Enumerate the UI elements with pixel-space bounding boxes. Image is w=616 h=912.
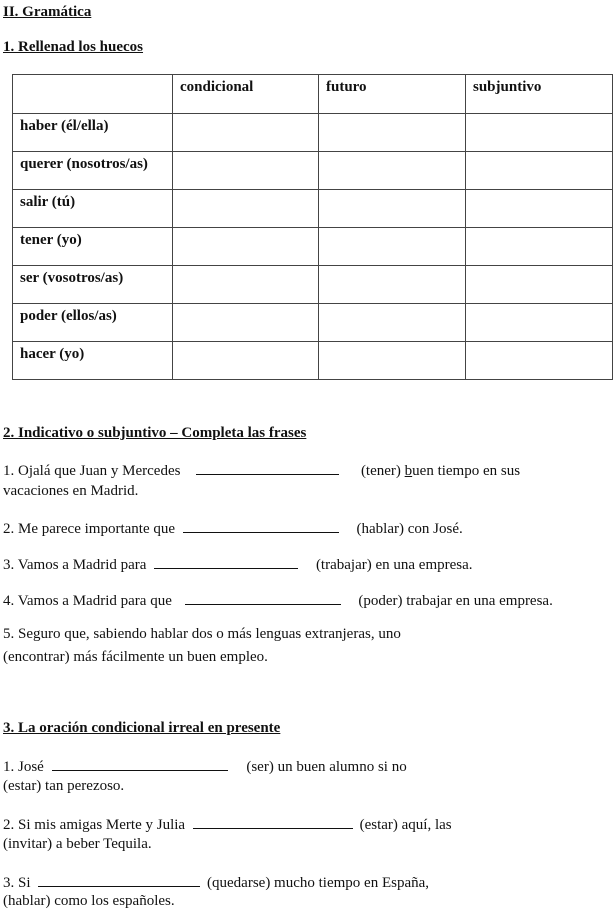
ex2-item-3: 3. Vamos a Madrid para (trabajar) en una empresa.: [3, 554, 473, 574]
ex3-item-3: 3. Si (quedarse) mucho tiempo en España,: [3, 872, 429, 892]
answer-cell[interactable]: [173, 152, 319, 190]
answer-cell[interactable]: [466, 114, 613, 152]
exercise3-title: 3. La oración condicional irreal en presente: [3, 720, 281, 736]
answer-cell[interactable]: [319, 266, 466, 304]
exercise1-title: 1. Rellenad los huecos: [3, 39, 144, 55]
answer-blank[interactable]: [52, 756, 228, 771]
ex2-item-1-line2: vacaciones en Madrid.: [3, 483, 139, 499]
answer-cell[interactable]: [173, 342, 319, 380]
table-row: [13, 304, 613, 342]
verb-cell: querer (nosotros/as): [13, 152, 173, 190]
answer-blank[interactable]: [154, 554, 298, 569]
ex3-item-2: 2. Si mis amigas Merte y Julia (estar) aquí, las: [3, 814, 452, 834]
answer-cell[interactable]: [466, 304, 613, 342]
answer-cell[interactable]: [466, 266, 613, 304]
ex3-item-2-line2: (invitar) a beber Tequila.: [3, 836, 152, 852]
ex2-item-5: 5. Seguro que, sabiendo hablar dos o más lenguas extranjeras, uno: [3, 626, 401, 642]
header-subjuntivo: subjuntivo: [466, 75, 613, 114]
conjugation-table: [12, 74, 613, 380]
table-row: [13, 114, 613, 152]
answer-cell[interactable]: [173, 266, 319, 304]
ex3-item-1: 1. José (ser) un buen alumno si no: [3, 756, 407, 776]
table-row: [13, 266, 613, 304]
verb-cell: poder (ellos/as): [13, 304, 173, 342]
ex2-item-2: 2. Me parece importante que (hablar) con José.: [3, 518, 463, 538]
answer-cell[interactable]: [319, 190, 466, 228]
table-header-row: [13, 75, 613, 114]
ex3-item-1-line2: (estar) tan perezoso.: [3, 778, 125, 794]
answer-cell[interactable]: [466, 228, 613, 266]
ex2-item-1: 1. Ojalá que Juan y Mercedes (tener) buen tiempo en sus: [3, 460, 520, 480]
answer-cell[interactable]: [466, 342, 613, 380]
answer-blank[interactable]: [185, 590, 341, 605]
answer-cell[interactable]: [173, 114, 319, 152]
header-cell-empty: [13, 75, 173, 114]
table-row: [13, 190, 613, 228]
answer-blank[interactable]: [193, 814, 353, 829]
header-futuro: futuro: [319, 75, 466, 114]
answer-cell[interactable]: [319, 152, 466, 190]
verb-cell: ser (vosotros/as): [13, 266, 173, 304]
answer-blank[interactable]: [38, 872, 200, 887]
header-condicional: condicional: [173, 75, 319, 114]
answer-cell[interactable]: [173, 304, 319, 342]
table-row: [13, 228, 613, 266]
answer-blank[interactable]: [196, 460, 339, 475]
section-title: II. Gramática: [3, 4, 92, 20]
verb-cell: hacer (yo): [13, 342, 173, 380]
answer-cell[interactable]: [319, 114, 466, 152]
answer-cell[interactable]: [319, 304, 466, 342]
answer-blank[interactable]: [183, 518, 339, 533]
answer-cell[interactable]: [173, 190, 319, 228]
ex2-item-5-line2: (encontrar) más fácilmente un buen empleo.: [3, 649, 268, 665]
answer-cell[interactable]: [466, 190, 613, 228]
answer-cell[interactable]: [319, 342, 466, 380]
exercise2-title: 2. Indicativo o subjuntivo – Completa las frases: [3, 425, 307, 441]
verb-cell: salir (tú): [13, 190, 173, 228]
answer-cell[interactable]: [466, 152, 613, 190]
ex3-item-3-line2: (hablar) como los españoles.: [3, 893, 175, 909]
verb-cell: tener (yo): [13, 228, 173, 266]
ex2-item-4: 4. Vamos a Madrid para que (poder) trabajar en una empresa.: [3, 590, 553, 610]
table-row: [13, 342, 613, 380]
answer-cell[interactable]: [319, 228, 466, 266]
answer-cell[interactable]: [173, 228, 319, 266]
table-row: [13, 152, 613, 190]
verb-cell: haber (él/ella): [13, 114, 173, 152]
